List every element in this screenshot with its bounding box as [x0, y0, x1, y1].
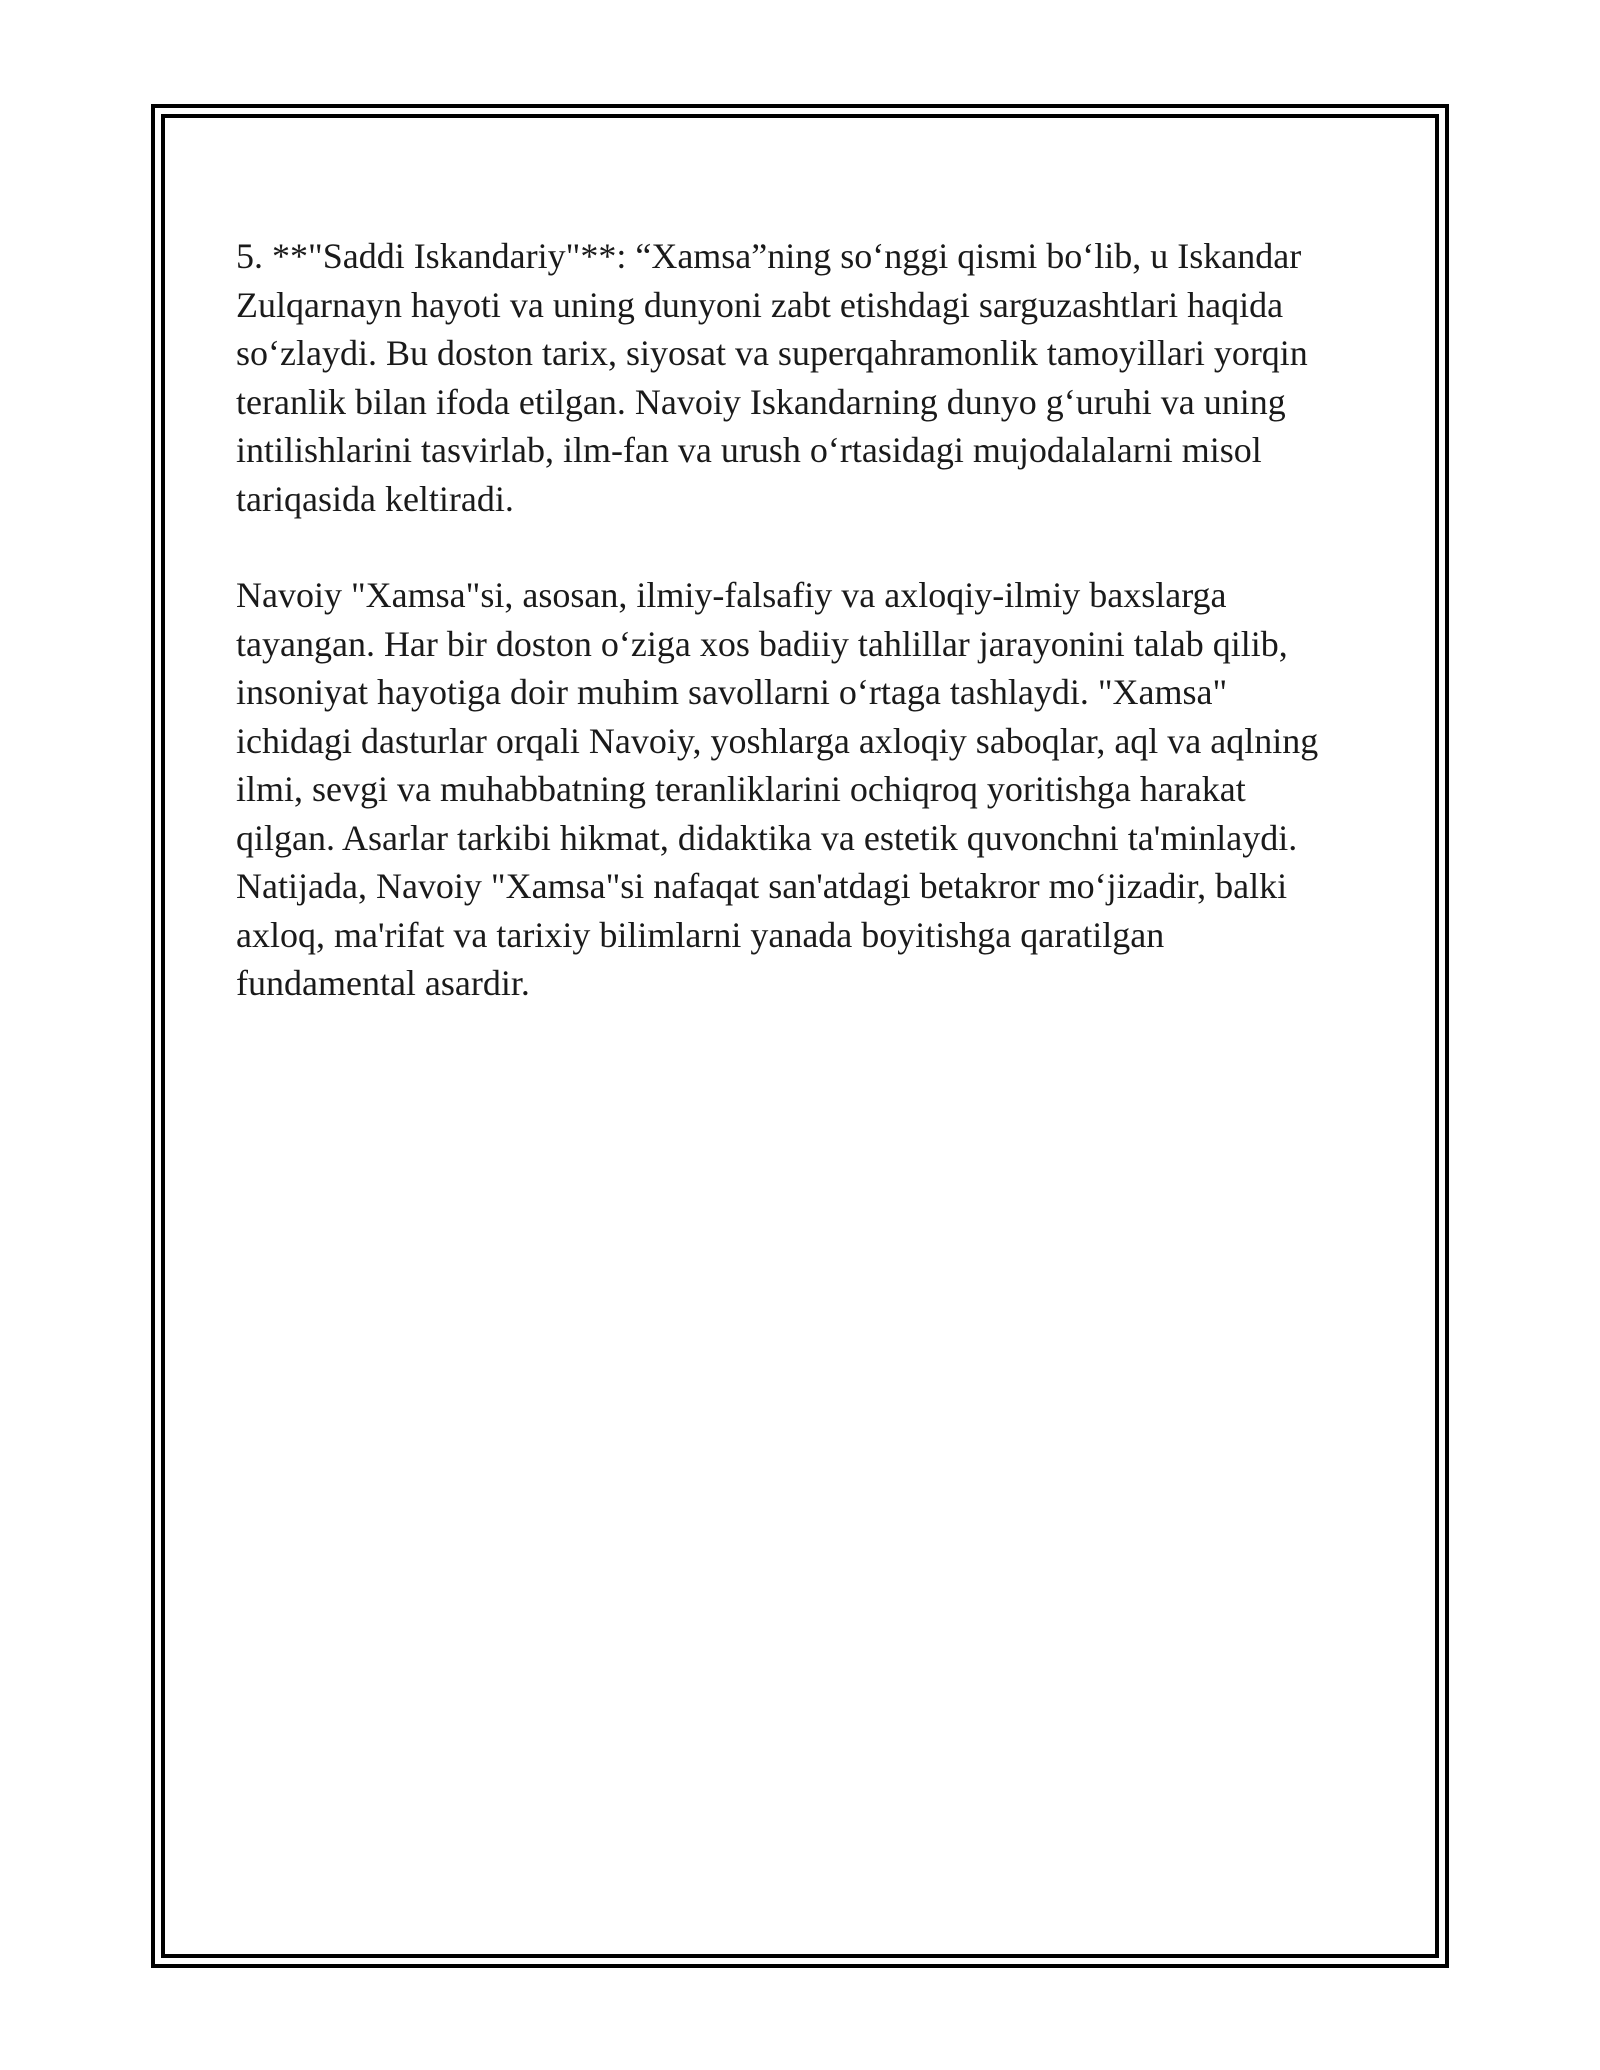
paragraph-saddi-iskandariy: 5. **"Saddi Iskandariy"**: “Xamsa”ning so‘nggi qismi bo‘lib, u Iskandar Zulqarnayn hayoti va uning dunyoni zabt etishdagi sarguzashtlari haqida so‘zlaydi. Bu doston tarix, siyosat va superqahramonlik tamoyillari yorqin teranlik bilan ifoda etilgan. Navoiy Iskandarning dunyo g‘uruhi va uning intilishlarini tasvirlab, ilm-fan va urush o‘rtasidagi mujodalalarni misol tariqasida keltiradi. [236, 236, 1308, 519]
page-content [236, 232, 1356, 1008]
paragraph-xamsa-summary: Navoiy "Xamsa"si, asosan, ilmiy-falsafiy va axloqiy-ilmiy baxslarga tayangan. Har bir doston o‘ziga xos badiiy tahlillar jarayonini talab qilib, insoniyat hayotiga doir muhim savollarni o‘rtaga tashlaydi. "Xamsa" ichidagi dasturlar orqali Navoiy, yoshlarga axloqiy saboqlar, aql va aqlning ilmi, sevgi va muhabbatning teranliklarini ochiqroq yoritishga harakat qilgan. Asarlar tarkibi hikmat, didaktika va estetik quvonchni ta'minlaydi. Natijada, Navoiy "Xamsa"si nafaqat san'atdagi betakror mo‘jizadir, balki axloq, ma'rifat va tarixiy bilimlarni yanada boyitishga qaratilgan fundamental asardir. [236, 575, 1319, 1003]
